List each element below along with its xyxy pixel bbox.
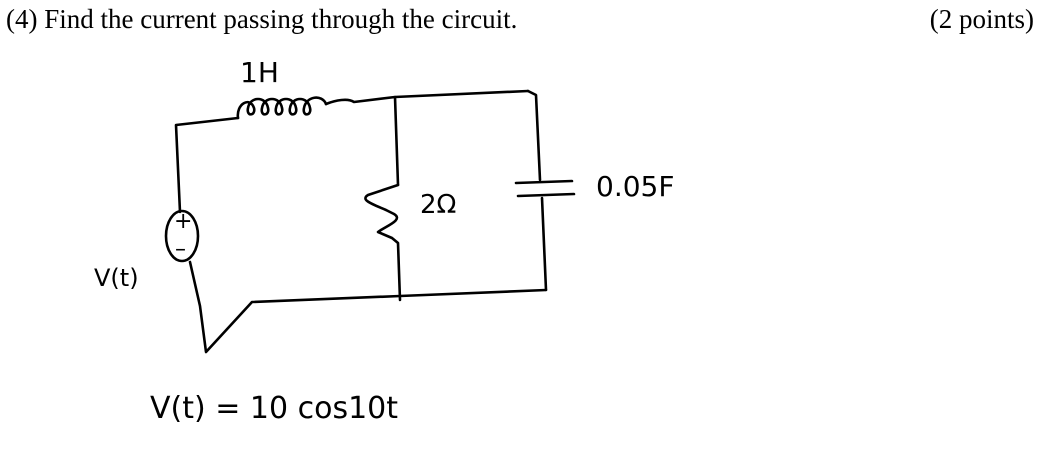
wire-bottom: [190, 262, 546, 352]
source-minus-sign: –: [175, 237, 186, 262]
source-equation: V(t) = 10 cos10t: [150, 391, 399, 426]
inductor-coil: [238, 98, 326, 118]
capacitor-plate-top: [516, 181, 572, 183]
source-label: V(t): [94, 264, 139, 292]
capacitor-label: 0.05F: [596, 170, 675, 203]
wire-top-left: [176, 118, 238, 212]
capacitor-plate-bottom: [518, 194, 574, 196]
question-text: (4) Find the current passing through the circuit.: [6, 4, 518, 34]
wire-top: [326, 91, 528, 104]
wire-right-bottom: [542, 198, 546, 290]
source-plus-sign: +: [174, 209, 193, 234]
resistor-zigzag: [365, 185, 400, 300]
points-label: (2 points): [929, 4, 1034, 34]
wire-right-top: [528, 91, 540, 180]
inductor-label: 1H: [240, 56, 279, 89]
resistor-label: 2Ω: [420, 190, 457, 220]
wire-middle-top: [395, 97, 398, 185]
